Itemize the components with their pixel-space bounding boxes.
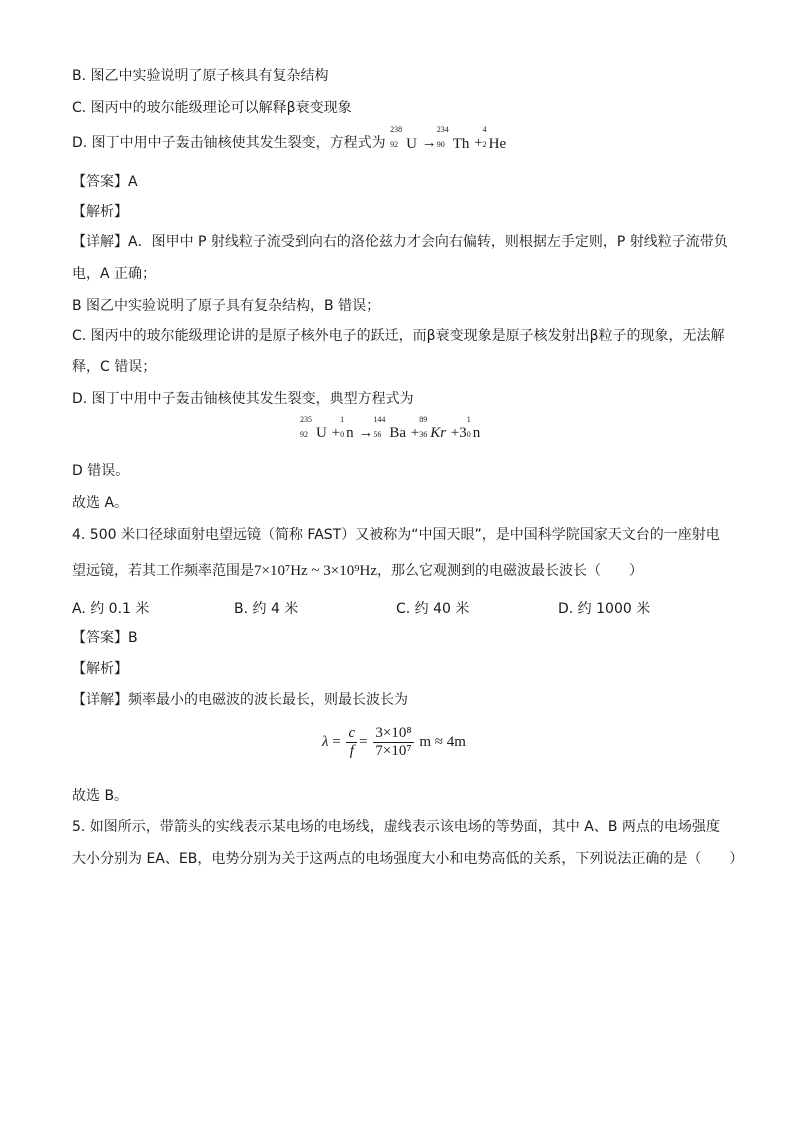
neutron: 1 0 n [340,415,354,442]
detail-3-c-line-1: C. 图丙中的玻尔能级理论讲的是原子核外电子的跃迁，而β衰变现象是原子核发射出β粒子的现象，无法解 [72,328,725,344]
option-d-text: D. 图丁中用中子轰击铀核使其发生裂变，方程式为 [72,135,386,151]
nuclide-th234: 234 90 Th [436,124,470,152]
nuclide-kr89: 89 36 Kr [419,415,447,442]
analysis-3-heading: 【解析】 [72,204,128,220]
option-c: C. 图丙中的玻尔能级理论可以解释β衰变现象 [72,100,352,116]
nuclide-ba144: 144 56 Ba [373,415,406,442]
question-4-pre: 望远镜，若其工作频率范围是 [72,563,254,579]
question-4-post: ，那么它观测到的电磁波最长波长（ ） [376,563,643,579]
d-wrong: D 错误。 [72,463,130,479]
q4-option-b: B. 约 4 米 [234,601,299,617]
question-5-line-1: 5. 如图所示，带箭头的实线表示某电场的电场线，虚线表示该电场的等势面，其中 A、B 两点的电场强度 [72,819,720,835]
neutron-coefficient: 3 [459,425,467,441]
analysis-4-heading: 【解析】 [72,661,128,677]
detail-3-d: D. 图丁中用中子轰击铀核使其发生裂变，典型方程式为 [72,391,414,407]
detail-3-line-2: 电，A 正确； [72,266,157,282]
wavelength-equation: λ = $\frac{c}{f}$ = $\frac{\text{3×10⁸}}{\text{7×10⁷}}$ m ≈ 4m [322,725,466,759]
q4-option-a: A. 约 0.1 米 [72,601,150,617]
q4-option-c: C. 约 40 米 [396,601,470,617]
nuclide-u235: 235 92 U [300,415,327,442]
decay-equation: 238 92 U → 234 90 Th + 4 2 He [390,124,507,152]
detail-4: 【详解】频率最小的电磁波的波长最长，则最长波长为 [72,692,408,708]
numeric-fraction: $\frac{\text{3×10⁸}}{\text{7×10⁷}}$ [375,725,412,759]
answer-4: 【答案】B [72,630,138,646]
question-5-line-2: 大小分别为 EA、EB，电势分别为关于这两点的电场强度大小和电势高低的关系，下列说法正确的是（ ） [72,851,744,867]
question-4-line-1: 4. 500 米口径球面射电望远镜（简称 FAST）又被称为“中国天眼”，是中国科学院国家天文台的一座射电 [72,527,720,543]
neutron-product: 1 0 n [466,415,481,442]
detail-3-line-1: 【详解】A．图甲中 P 射线粒子流受到向右的洛伦兹力才会向右偏转，则根据左手定则，P 射线粒子流带负 [72,234,728,250]
fission-equation: 235 92 U + 1 0 n → 144 56 Ba + 89 36 Kr +3 1 0 n [300,415,481,442]
frequency-range: 7×10⁷Hz ~ 3×10⁹Hz [254,563,377,579]
option-d [72,124,507,153]
choose-b: 故选 B。 [72,788,129,804]
question-4-line-2 [72,562,643,580]
choose-a: 故选 A。 [72,495,129,511]
option-b: B. 图乙中实验说明了原子核具有复杂结构 [72,68,329,84]
c-over-f: $\frac{c}{f}$ [348,725,356,759]
detail-3-c-line-2: 释，C 错误； [72,359,157,375]
answer-3: 【答案】A [72,174,138,190]
detail-3-b: B 图乙中实验说明了原子具有复杂结构，B 错误； [72,298,381,314]
nuclide-he4: 4 2 He [482,124,507,152]
nuclide-u238: 238 92 U [390,124,417,152]
q4-option-d: D. 约 1000 米 [558,601,651,617]
